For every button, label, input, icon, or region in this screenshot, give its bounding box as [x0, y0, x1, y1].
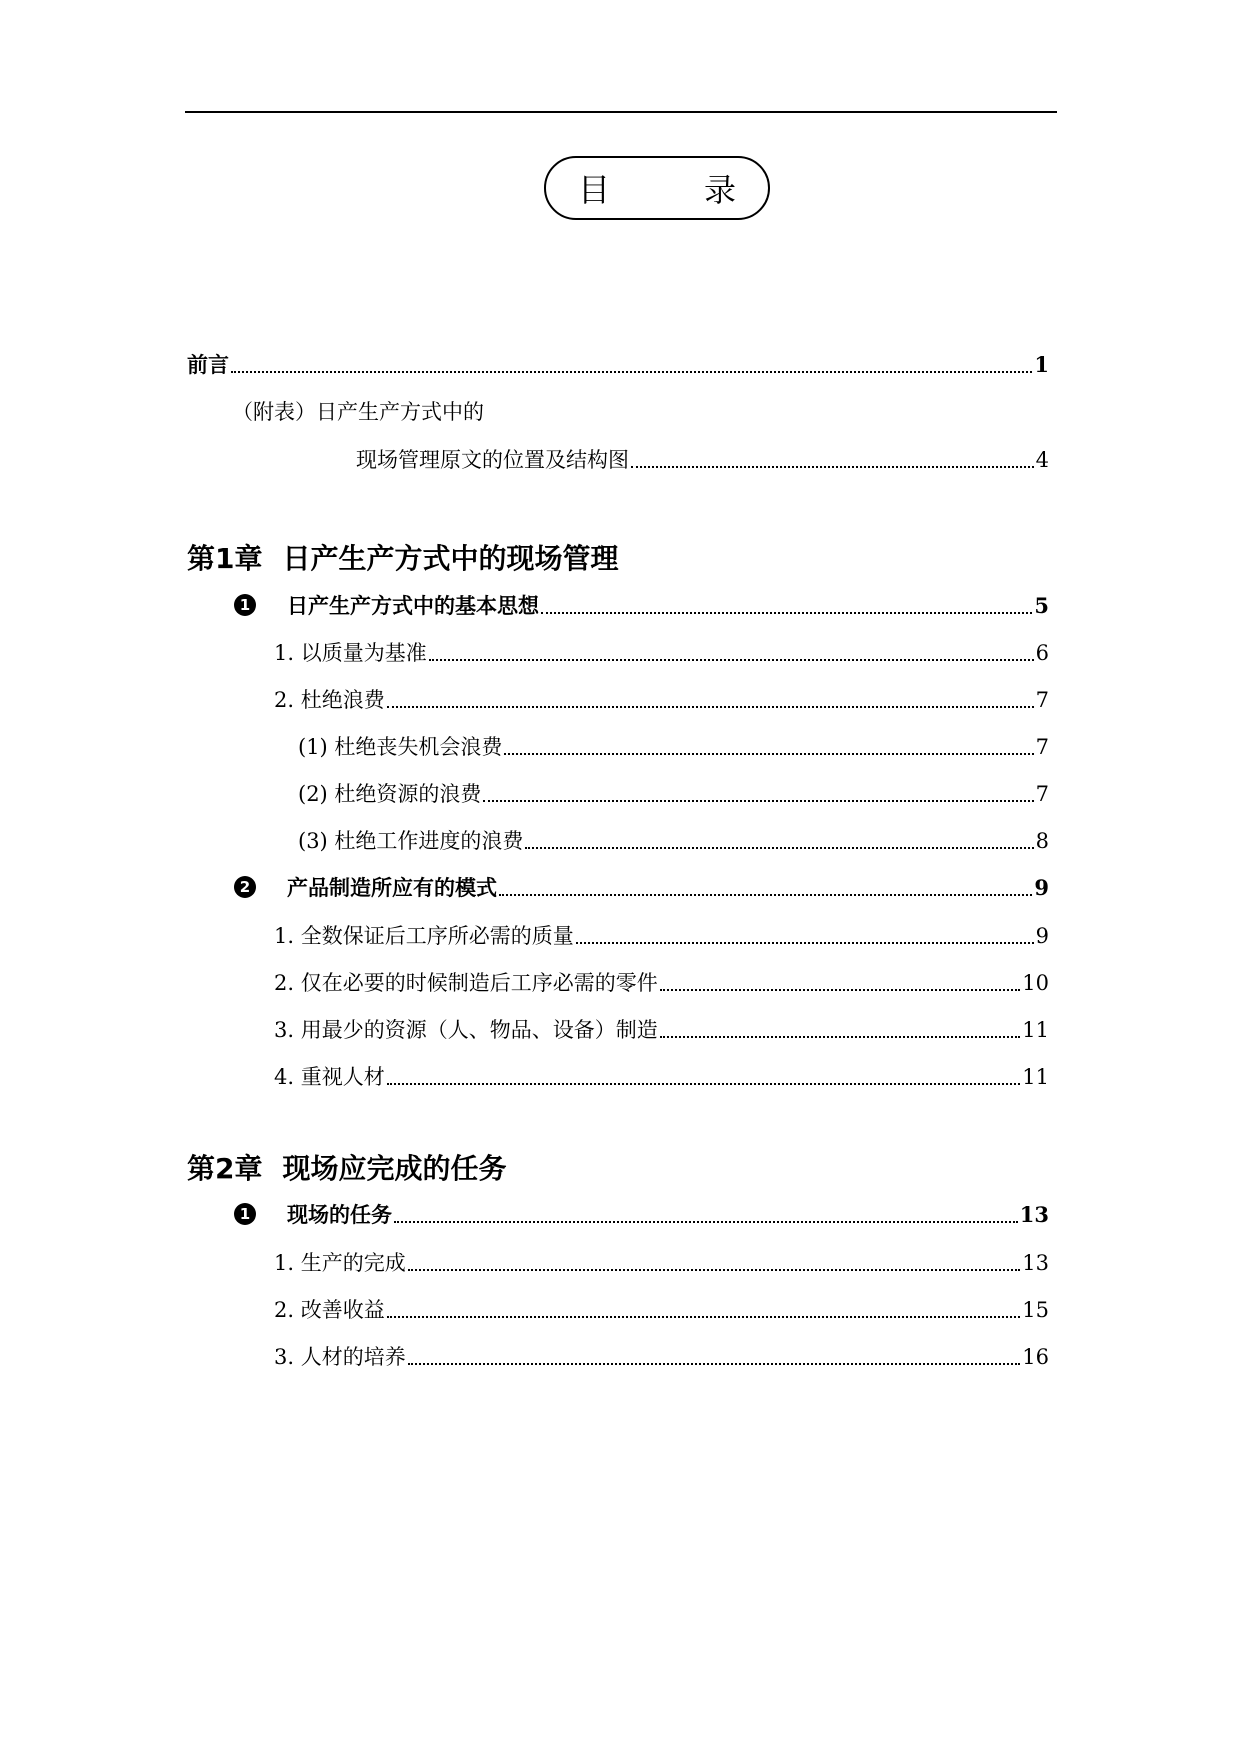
toc-entry-page: 6: [1035, 641, 1049, 665]
toc-entry-label: 3. 用最少的资源（人、物品、设备）制造: [274, 1018, 658, 1042]
toc-entry-label: 1. 生产的完成: [274, 1251, 406, 1275]
dot-leader: [231, 371, 1032, 373]
dot-leader: [499, 894, 1032, 896]
toc-entry-label: 2. 改善收益: [274, 1298, 385, 1322]
toc-entry-page: 1: [1034, 352, 1049, 377]
toc-entry-page: 10: [1022, 971, 1049, 995]
toc-entry-page: 5: [1034, 593, 1049, 618]
dot-leader: [576, 942, 1034, 944]
dot-leader: [660, 989, 1021, 991]
section-bullet-icon: 1: [234, 1203, 256, 1225]
toc-entry-label: 3. 人材的培养: [274, 1345, 406, 1369]
dot-leader: [631, 466, 1034, 468]
toc-entry-label: (2) 杜绝资源的浪费: [298, 782, 482, 806]
toc-entry-label: 2. 仅在必要的时候制造后工序必需的零件: [274, 971, 658, 995]
toc-entry-appendix[interactable]: [356, 440, 1049, 474]
toc-entry-page: 16: [1022, 1345, 1049, 1369]
chapter-title: 日产生产方式中的现场管理: [282, 542, 619, 575]
toc-entry-item[interactable]: [274, 963, 1049, 997]
toc-entry-item[interactable]: [274, 680, 1049, 714]
toc-entry-section[interactable]: [287, 1195, 1049, 1229]
toc-entry-subitem[interactable]: [298, 821, 1049, 855]
toc-entry-item[interactable]: [274, 916, 1049, 950]
toc-entry-item[interactable]: [274, 633, 1049, 667]
toc-entry-page: 4: [1035, 448, 1049, 472]
toc-entry-page: 9: [1035, 924, 1049, 948]
toc-entry-label: 2. 杜绝浪费: [274, 688, 385, 712]
toc-title: [544, 156, 770, 220]
toc-entry-label: 1. 全数保证后工序所必需的质量: [274, 924, 574, 948]
toc-entry-item[interactable]: [274, 1243, 1049, 1277]
dot-leader: [525, 847, 1033, 849]
toc-entry-page: 13: [1019, 1202, 1049, 1227]
toc-entry-page: 11: [1022, 1065, 1049, 1089]
dot-leader: [541, 612, 1032, 614]
dot-leader: [387, 1316, 1021, 1318]
toc-entry-page: 7: [1035, 688, 1049, 712]
toc-entry-page: 11: [1022, 1018, 1049, 1042]
dot-leader: [504, 753, 1033, 755]
toc-title-right: 录: [704, 171, 737, 209]
toc-entry-page: 9: [1034, 875, 1049, 900]
section-bullet-icon: 2: [234, 876, 256, 898]
dot-leader: [394, 1221, 1018, 1223]
toc-entry-label: 产品制造所应有的模式: [287, 875, 497, 900]
toc-entry-page: 13: [1022, 1251, 1049, 1275]
chapter-heading[interactable]: [187, 1147, 507, 1187]
toc-entry-page: 7: [1035, 735, 1049, 759]
toc-entry-item[interactable]: [274, 1337, 1049, 1371]
dot-leader: [408, 1269, 1021, 1271]
toc-entry-label: 现场的任务: [287, 1202, 392, 1227]
chapter-number: 第1章: [187, 542, 263, 575]
toc-entry-page: 15: [1022, 1298, 1049, 1322]
section-bullet-icon: 1: [234, 594, 256, 616]
chapter-heading[interactable]: [187, 537, 619, 577]
toc-entry-subitem[interactable]: [298, 727, 1049, 761]
toc-entry-label: 现场管理原文的位置及结构图: [356, 448, 629, 472]
chapter-number: 第2章: [187, 1152, 263, 1185]
toc-entry-label: (1) 杜绝丧失机会浪费: [298, 735, 503, 759]
toc-entry-item[interactable]: [274, 1057, 1049, 1091]
toc-entry-label: (3) 杜绝工作进度的浪费: [298, 829, 524, 853]
dot-leader: [387, 1083, 1021, 1085]
toc-title-left: 目: [577, 171, 610, 209]
toc-entry-label: 1. 以质量为基准: [274, 641, 427, 665]
toc-entry-page: 7: [1035, 782, 1049, 806]
toc-entry-section[interactable]: [287, 868, 1049, 902]
dot-leader: [387, 706, 1034, 708]
header-rule: [185, 111, 1057, 113]
toc-entry-label: 前言: [187, 352, 229, 377]
toc-entry-page: 8: [1035, 829, 1049, 853]
toc-entry-label: 日产生产方式中的基本思想: [287, 593, 539, 618]
appendix-line1: （附表）日产生产方式中的: [232, 400, 484, 424]
toc-entry-section[interactable]: [287, 586, 1049, 620]
dot-leader: [660, 1036, 1021, 1038]
dot-leader: [483, 800, 1033, 802]
toc-entry-item[interactable]: [274, 1290, 1049, 1324]
toc-entry-item[interactable]: [274, 1010, 1049, 1044]
chapter-title: 现场应完成的任务: [282, 1152, 507, 1185]
dot-leader: [429, 659, 1034, 661]
toc-entry-label: 4. 重视人材: [274, 1065, 385, 1089]
toc-entry-subitem[interactable]: [298, 774, 1049, 808]
toc-entry-preface[interactable]: [187, 345, 1049, 379]
dot-leader: [408, 1363, 1021, 1365]
